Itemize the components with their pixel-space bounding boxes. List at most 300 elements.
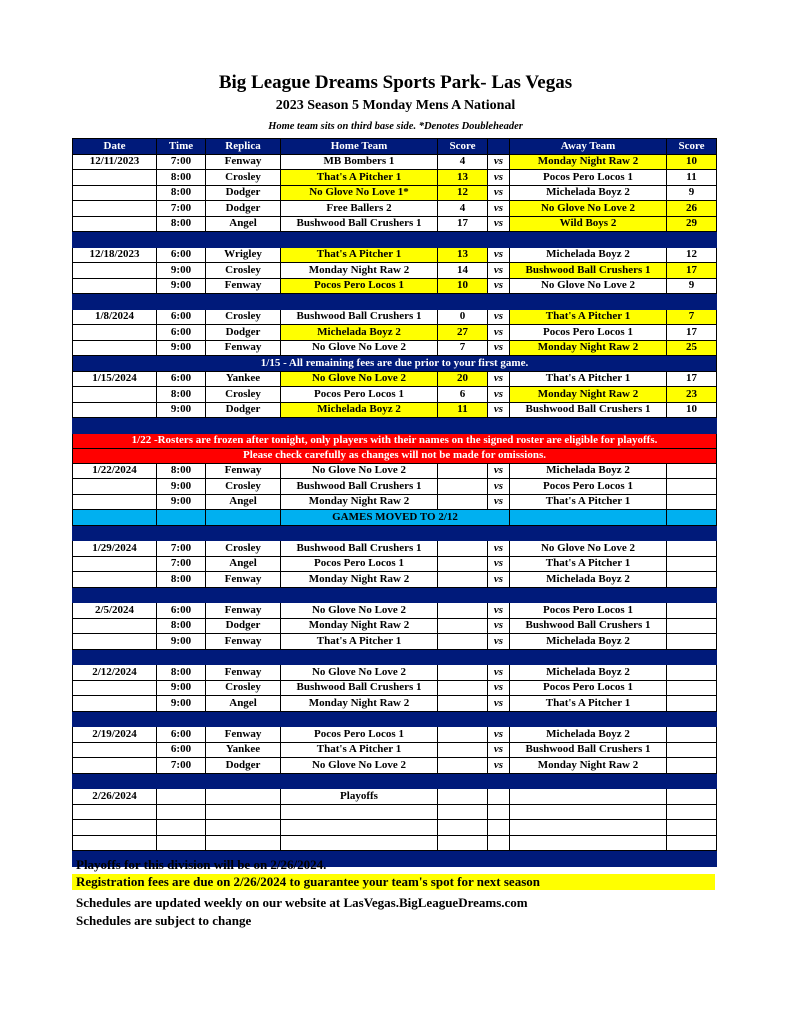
empty-cell [73, 510, 157, 526]
game-date [73, 494, 157, 510]
moved-games-row [73, 510, 717, 526]
field-replica: Angel [206, 556, 281, 572]
away-team [510, 835, 667, 851]
home-score: 4 [438, 201, 488, 217]
game-time: 7:00 [157, 154, 206, 170]
home-score [438, 541, 488, 557]
separator-cell [438, 851, 488, 867]
table-row [73, 340, 717, 356]
table-row [73, 742, 717, 758]
table-row [73, 278, 717, 294]
field-replica: Dodger [206, 201, 281, 217]
field-replica: Dodger [206, 402, 281, 418]
home-score [438, 758, 488, 774]
versus-label: vs [488, 263, 510, 279]
away-score: 7 [667, 309, 717, 325]
versus-label: vs [488, 387, 510, 403]
game-time: 8:00 [157, 618, 206, 634]
home-team: Bushwood Ball Crushers 1 [281, 680, 438, 696]
separator-cell [281, 711, 438, 727]
table-row [73, 835, 717, 851]
fee-notice-row [73, 356, 717, 372]
versus-label: vs [488, 618, 510, 634]
home-score [438, 618, 488, 634]
field-replica: Dodger [206, 618, 281, 634]
separator-cell [510, 711, 667, 727]
table-row [73, 371, 717, 387]
separator-cell [157, 418, 206, 434]
separator-cell [488, 649, 510, 665]
empty-cell [206, 510, 281, 526]
separator-cell [438, 649, 488, 665]
table-row [73, 789, 717, 805]
versus-label: vs [488, 742, 510, 758]
notice-text: Please check carefully as changes will not be made for omissions. [73, 448, 717, 463]
home-team: No Glove No Love 1* [281, 185, 438, 201]
separator-row [73, 773, 717, 789]
versus-label [488, 835, 510, 851]
table-row [73, 603, 717, 619]
table-row [73, 216, 717, 232]
separator-cell [206, 773, 281, 789]
empty-cell [667, 510, 717, 526]
separator-cell [488, 418, 510, 434]
home-team: Monday Night Raw 2 [281, 618, 438, 634]
separator-cell [206, 294, 281, 310]
home-team: That's A Pitcher 1 [281, 742, 438, 758]
footer-disclaimer: Schedules are subject to change [76, 913, 252, 928]
separator-cell [438, 525, 488, 541]
game-time: 8:00 [157, 216, 206, 232]
versus-label: vs [488, 696, 510, 712]
away-score: 9 [667, 185, 717, 201]
home-score: 10 [438, 278, 488, 294]
game-date [73, 820, 157, 836]
versus-label: vs [488, 170, 510, 186]
separator-cell [510, 525, 667, 541]
away-team: Pocos Pero Locos 1 [510, 325, 667, 341]
game-date: 2/5/2024 [73, 603, 157, 619]
separator-cell [157, 773, 206, 789]
home-team: Pocos Pero Locos 1 [281, 556, 438, 572]
versus-label [488, 804, 510, 820]
field-replica: Fenway [206, 665, 281, 681]
separator-cell [488, 587, 510, 603]
versus-label: vs [488, 216, 510, 232]
separator-cell [488, 773, 510, 789]
game-time [157, 789, 206, 805]
separator-cell [667, 851, 717, 867]
separator-cell [488, 851, 510, 867]
footer-playoffs-note: Playoffs for this division will be on 2/26/2024. [76, 857, 327, 872]
separator-cell [73, 294, 157, 310]
separator-cell [206, 232, 281, 248]
separator-cell [157, 525, 206, 541]
column-header: Replica [206, 139, 281, 155]
game-date [73, 758, 157, 774]
separator-cell [667, 773, 717, 789]
field-replica: Angel [206, 216, 281, 232]
table-row [73, 680, 717, 696]
home-team: Michelada Boyz 2 [281, 325, 438, 341]
home-score: 6 [438, 387, 488, 403]
versus-label: vs [488, 371, 510, 387]
separator-cell [73, 773, 157, 789]
game-date [73, 572, 157, 588]
field-replica: Fenway [206, 572, 281, 588]
home-team: No Glove No Love 2 [281, 758, 438, 774]
game-time: 6:00 [157, 309, 206, 325]
field-replica: Dodger [206, 325, 281, 341]
table-row [73, 387, 717, 403]
game-time: 6:00 [157, 742, 206, 758]
away-team: No Glove No Love 2 [510, 541, 667, 557]
game-time [157, 820, 206, 836]
home-score [438, 634, 488, 650]
home-team: Free Ballers 2 [281, 201, 438, 217]
field-replica: Yankee [206, 742, 281, 758]
home-team: Bushwood Ball Crushers 1 [281, 216, 438, 232]
empty-cell [157, 510, 206, 526]
game-time: 6:00 [157, 603, 206, 619]
away-team: Michelada Boyz 2 [510, 665, 667, 681]
separator-cell [667, 294, 717, 310]
game-time: 8:00 [157, 387, 206, 403]
versus-label: vs [488, 727, 510, 743]
field-replica: Wrigley [206, 247, 281, 263]
home-score: 4 [438, 154, 488, 170]
table-row [73, 325, 717, 341]
field-replica: Fenway [206, 154, 281, 170]
versus-label: vs [488, 572, 510, 588]
game-time: 7:00 [157, 556, 206, 572]
home-score: 20 [438, 371, 488, 387]
home-team: Playoffs [281, 789, 438, 805]
game-date [73, 216, 157, 232]
game-time: 9:00 [157, 402, 206, 418]
away-team: No Glove No Love 2 [510, 201, 667, 217]
home-team: No Glove No Love 2 [281, 603, 438, 619]
separator-cell [157, 294, 206, 310]
field-replica: Crosley [206, 479, 281, 495]
away-team [510, 789, 667, 805]
away-team: Bushwood Ball Crushers 1 [510, 263, 667, 279]
game-time: 9:00 [157, 479, 206, 495]
home-score [438, 494, 488, 510]
separator-cell [667, 418, 717, 434]
separator-cell [73, 232, 157, 248]
home-team: Monday Night Raw 2 [281, 696, 438, 712]
separator-cell [206, 418, 281, 434]
separator-cell [281, 649, 438, 665]
column-header: Score [438, 139, 488, 155]
game-time: 7:00 [157, 201, 206, 217]
away-score [667, 556, 717, 572]
separator-cell [488, 232, 510, 248]
away-team: Monday Night Raw 2 [510, 758, 667, 774]
field-replica: Crosley [206, 309, 281, 325]
field-replica: Dodger [206, 758, 281, 774]
home-score [438, 820, 488, 836]
table-row [73, 185, 717, 201]
separator-cell [281, 525, 438, 541]
home-team [281, 820, 438, 836]
away-score: 23 [667, 387, 717, 403]
home-team: Pocos Pero Locos 1 [281, 387, 438, 403]
away-score: 17 [667, 325, 717, 341]
versus-label: vs [488, 556, 510, 572]
game-time: 8:00 [157, 170, 206, 186]
game-time: 6:00 [157, 247, 206, 263]
away-score [667, 479, 717, 495]
field-replica: Crosley [206, 541, 281, 557]
away-score [667, 618, 717, 634]
home-team [281, 835, 438, 851]
away-team: Bushwood Ball Crushers 1 [510, 402, 667, 418]
separator-row [73, 294, 717, 310]
away-team [510, 820, 667, 836]
table-row [73, 154, 717, 170]
away-score [667, 758, 717, 774]
separator-row [73, 587, 717, 603]
away-team: Monday Night Raw 2 [510, 387, 667, 403]
away-score: 9 [667, 278, 717, 294]
away-team: That's A Pitcher 1 [510, 309, 667, 325]
game-time [157, 804, 206, 820]
versus-label: vs [488, 463, 510, 479]
table-row [73, 541, 717, 557]
game-time: 8:00 [157, 185, 206, 201]
column-header: Score [667, 139, 717, 155]
home-team: Bushwood Ball Crushers 1 [281, 309, 438, 325]
home-score [438, 572, 488, 588]
versus-label: vs [488, 603, 510, 619]
table-row [73, 463, 717, 479]
table-row [73, 494, 717, 510]
field-replica: Fenway [206, 727, 281, 743]
footer-registration-note: Registration fees are due on 2/26/2024 to guarantee your team's spot for next season [72, 874, 715, 890]
separator-cell [667, 711, 717, 727]
column-header: Home Team [281, 139, 438, 155]
away-score: 10 [667, 402, 717, 418]
away-score: 12 [667, 247, 717, 263]
versus-label: vs [488, 479, 510, 495]
field-replica [206, 820, 281, 836]
separator-row [73, 711, 717, 727]
away-score [667, 789, 717, 805]
home-score: 11 [438, 402, 488, 418]
separator-cell [438, 418, 488, 434]
game-date [73, 170, 157, 186]
versus-label: vs [488, 541, 510, 557]
game-time: 8:00 [157, 665, 206, 681]
versus-label: vs [488, 340, 510, 356]
home-team: Monday Night Raw 2 [281, 263, 438, 279]
game-date [73, 835, 157, 851]
field-replica: Yankee [206, 371, 281, 387]
versus-label: vs [488, 634, 510, 650]
separator-cell [206, 649, 281, 665]
home-score: 13 [438, 170, 488, 186]
separator-cell [157, 587, 206, 603]
separator-cell [281, 294, 438, 310]
separator-cell [206, 711, 281, 727]
versus-label: vs [488, 154, 510, 170]
table-row [73, 696, 717, 712]
away-team: That's A Pitcher 1 [510, 371, 667, 387]
away-team: Wild Boys 2 [510, 216, 667, 232]
table-row [73, 820, 717, 836]
home-team: Monday Night Raw 2 [281, 494, 438, 510]
home-score [438, 556, 488, 572]
game-date [73, 387, 157, 403]
game-date [73, 479, 157, 495]
table-row [73, 618, 717, 634]
table-row [73, 758, 717, 774]
field-replica: Fenway [206, 634, 281, 650]
schedule-table [72, 138, 717, 867]
home-team: Pocos Pero Locos 1 [281, 278, 438, 294]
game-date [73, 402, 157, 418]
game-time: 9:00 [157, 634, 206, 650]
schedule-body [73, 139, 717, 867]
separator-cell [438, 711, 488, 727]
separator-row [73, 649, 717, 665]
home-score: 0 [438, 309, 488, 325]
versus-label: vs [488, 309, 510, 325]
away-score [667, 494, 717, 510]
separator-cell [73, 525, 157, 541]
field-replica [206, 835, 281, 851]
versus-label [488, 820, 510, 836]
away-team: Pocos Pero Locos 1 [510, 170, 667, 186]
page-subtitle: 2023 Season 5 Monday Mens A National [275, 98, 516, 113]
away-team: Pocos Pero Locos 1 [510, 479, 667, 495]
home-team: That's A Pitcher 1 [281, 634, 438, 650]
away-team: That's A Pitcher 1 [510, 494, 667, 510]
separator-cell [488, 525, 510, 541]
separator-cell [510, 587, 667, 603]
game-date: 2/19/2024 [73, 727, 157, 743]
away-score: 17 [667, 263, 717, 279]
separator-cell [206, 525, 281, 541]
separator-cell [667, 525, 717, 541]
field-replica: Angel [206, 696, 281, 712]
game-time: 6:00 [157, 371, 206, 387]
versus-label: vs [488, 494, 510, 510]
notice-text: 1/22 -Rosters are frozen after tonight, only players with their names on the signed roster are eligible for playoffs. [73, 433, 717, 448]
game-time: 9:00 [157, 680, 206, 696]
game-date: 2/12/2024 [73, 665, 157, 681]
game-date [73, 340, 157, 356]
home-score [438, 680, 488, 696]
home-score [438, 696, 488, 712]
game-date [73, 325, 157, 341]
table-row [73, 634, 717, 650]
game-date [73, 185, 157, 201]
game-date [73, 696, 157, 712]
separator-cell [488, 294, 510, 310]
separator-row [73, 232, 717, 248]
field-replica: Fenway [206, 278, 281, 294]
game-date [73, 680, 157, 696]
home-team: Bushwood Ball Crushers 1 [281, 541, 438, 557]
separator-cell [157, 711, 206, 727]
versus-label: vs [488, 665, 510, 681]
away-team: Pocos Pero Locos 1 [510, 603, 667, 619]
table-row [73, 479, 717, 495]
column-header: Date [73, 139, 157, 155]
away-score [667, 696, 717, 712]
home-team: MB Bombers 1 [281, 154, 438, 170]
away-team [510, 804, 667, 820]
away-team: Bushwood Ball Crushers 1 [510, 742, 667, 758]
game-time: 7:00 [157, 541, 206, 557]
versus-label: vs [488, 278, 510, 294]
game-time: 6:00 [157, 727, 206, 743]
home-score: 17 [438, 216, 488, 232]
game-time: 9:00 [157, 340, 206, 356]
home-score: 27 [438, 325, 488, 341]
field-replica: Fenway [206, 340, 281, 356]
separator-cell [510, 851, 667, 867]
versus-label: vs [488, 325, 510, 341]
game-time: 9:00 [157, 696, 206, 712]
game-time: 6:00 [157, 325, 206, 341]
home-score: 13 [438, 247, 488, 263]
away-score: 11 [667, 170, 717, 186]
game-date [73, 804, 157, 820]
home-team [281, 804, 438, 820]
table-row [73, 201, 717, 217]
home-score [438, 665, 488, 681]
game-date: 1/15/2024 [73, 371, 157, 387]
table-row [73, 402, 717, 418]
game-time: 9:00 [157, 263, 206, 279]
away-team: Michelada Boyz 2 [510, 463, 667, 479]
field-replica: Crosley [206, 170, 281, 186]
away-score [667, 680, 717, 696]
home-team: No Glove No Love 2 [281, 665, 438, 681]
home-team: No Glove No Love 2 [281, 340, 438, 356]
away-team: That's A Pitcher 1 [510, 696, 667, 712]
away-team: Michelada Boyz 2 [510, 634, 667, 650]
separator-cell [73, 587, 157, 603]
game-date: 12/11/2023 [73, 154, 157, 170]
separator-cell [510, 294, 667, 310]
separator-cell [281, 418, 438, 434]
game-time: 9:00 [157, 278, 206, 294]
game-date [73, 263, 157, 279]
versus-label: vs [488, 247, 510, 263]
field-replica: Crosley [206, 387, 281, 403]
away-score: 26 [667, 201, 717, 217]
away-team: No Glove No Love 2 [510, 278, 667, 294]
away-score [667, 634, 717, 650]
table-row [73, 665, 717, 681]
away-score: 17 [667, 371, 717, 387]
table-row [73, 170, 717, 186]
game-date: 12/18/2023 [73, 247, 157, 263]
home-team: Pocos Pero Locos 1 [281, 727, 438, 743]
versus-label: vs [488, 680, 510, 696]
field-replica [206, 804, 281, 820]
away-team: That's A Pitcher 1 [510, 556, 667, 572]
separator-cell [438, 773, 488, 789]
away-score [667, 572, 717, 588]
away-team: Monday Night Raw 2 [510, 340, 667, 356]
field-replica: Crosley [206, 263, 281, 279]
